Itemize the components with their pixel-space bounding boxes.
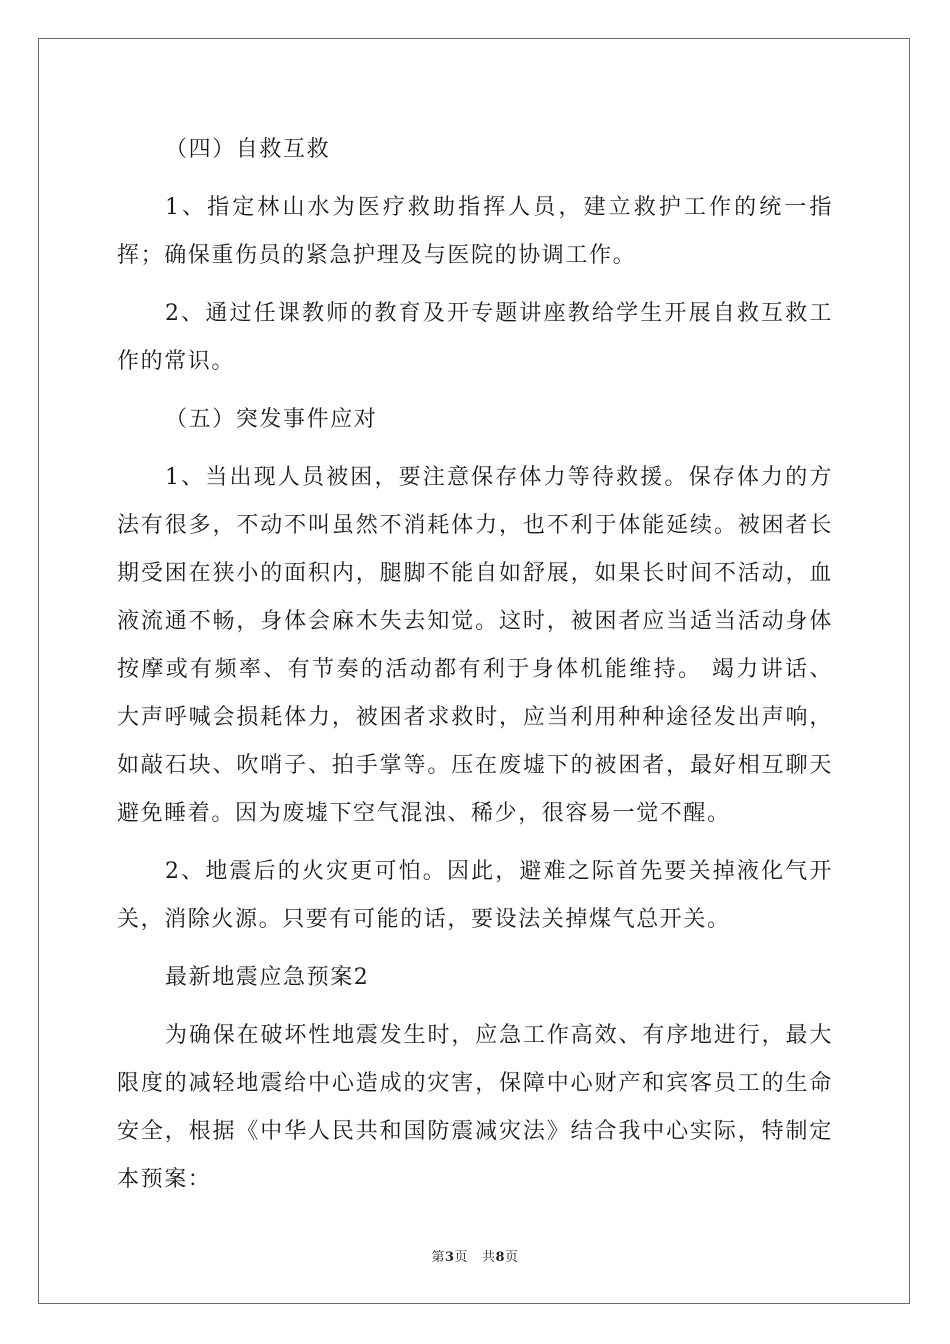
footer-page-suffix: 页: [454, 1250, 469, 1265]
paragraph: 1、当出现人员被困，要注意保存体力等待救援。保存体力的方法有很多，不动不叫虽然不消耗体力，也不利于体能延续。被困者长期受困在狭小的面积内，腿脚不能自如舒展，如果长时间不活动，血液流通不畅，身体会麻木失去知觉。这时，被困者应当适当活动身体按摩或有频率、有节奏的活动都有利于身体机能维持。 竭力讲话、大声呼喊会损耗体力，被困者求救时，应当利用种种途径发出声响，如敲石块、吹哨子、拍手掌等。压在废墟下的被困者，最好相互聊天避免睡着。因为废墟下空气混浊、稀少，很容易一觉不醒。: [117, 465, 833, 826]
document-title-2: 最新地震应急预案2: [165, 965, 370, 990]
current-page-number: 3: [444, 1250, 455, 1265]
document-body: [117, 126, 833, 1214]
footer-prefix: 第: [431, 1250, 445, 1265]
page-footer: [0, 1246, 950, 1265]
footer-total-suffix: 页: [505, 1250, 519, 1265]
paragraph: 2、地震后的火灾更可怕。因此，避难之际首先要关掉液化气开关，消除火源。只要有可能的话，要设法关掉煤气总开关。: [117, 859, 833, 932]
footer-total-prefix: 共: [481, 1250, 496, 1265]
section-heading-5: （五）突发事件应对: [165, 407, 378, 432]
paragraph: 1、指定林山水为医疗救助指挥人员，建立救护工作的统一指挥；确保重伤员的紧急护理及与医院的协调工作。: [117, 195, 833, 268]
total-pages-number: 8: [495, 1250, 506, 1265]
section-heading-4: （四）自救互救: [165, 137, 331, 162]
paragraph: 2、通过任课教师的教育及开专题讲座教给学生开展自救互救工作的常识。: [117, 301, 833, 374]
paragraph: 为确保在破坏性地震发生时，应急工作高效、有序地进行，最大限度的减轻地震给中心造成的灾害，保障中心财产和宾客员工的生命安全，根据《中华人民共和国防震减灾法》结合我中心实际，特制定本预案：: [117, 1023, 833, 1192]
